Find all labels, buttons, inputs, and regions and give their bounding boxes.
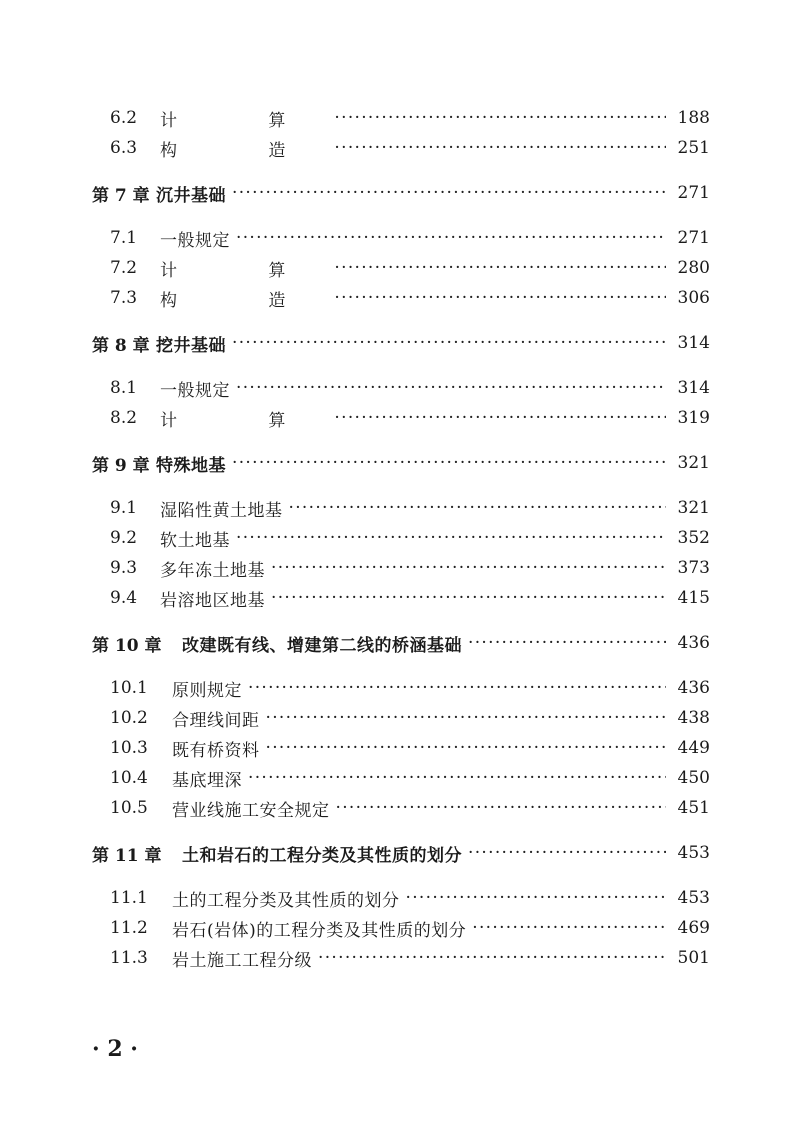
dot-leader (334, 285, 666, 311)
entry-page: 438 (677, 708, 710, 728)
dot-leader (472, 915, 666, 941)
entry-page: 319 (677, 408, 710, 428)
toc-chapter (92, 450, 710, 476)
entry-title: 软土地基 (160, 530, 230, 551)
entry-number: 10.2 (110, 708, 148, 728)
toc-entry (110, 885, 710, 911)
dot-leader (334, 135, 666, 161)
toc-entry (110, 525, 710, 551)
entry-number: 9.3 (110, 558, 138, 578)
entry-title: 一般规定 (160, 380, 230, 401)
dot-leader (289, 495, 667, 521)
chapter-title: 沉井基础 (156, 185, 226, 206)
dot-leader (232, 180, 666, 206)
entry-page: 306 (677, 288, 710, 308)
entry-number: 9.4 (110, 588, 138, 608)
chapter-number: 第 9 章 (92, 455, 150, 476)
entry-page: 450 (677, 768, 710, 788)
entry-title: 原则规定 (172, 680, 242, 701)
dot-leader (336, 795, 667, 821)
entry-page: 469 (677, 918, 710, 938)
dot-leader (271, 555, 666, 581)
entry-page: 449 (677, 738, 710, 758)
toc-chapter (92, 330, 710, 356)
entry-title: 构 造 (160, 290, 329, 311)
entry-page: 451 (677, 798, 710, 818)
toc-entry (110, 585, 710, 611)
entry-page: 352 (677, 528, 710, 548)
entry-page: 501 (677, 948, 710, 968)
entry-number: 11.3 (110, 948, 148, 968)
dot-leader (232, 330, 666, 356)
entry-title: 营业线施工安全规定 (172, 800, 330, 821)
chapter-title: 改建既有线、增建第二线的桥涵基础 (182, 635, 462, 656)
dot-leader (468, 840, 666, 866)
entry-page: 453 (677, 888, 710, 908)
entry-number: 9.2 (110, 528, 138, 548)
dot-leader (266, 735, 667, 761)
page-number: · 2 · (92, 1036, 138, 1062)
entry-number: 10.5 (110, 798, 148, 818)
entry-title: 多年冻土地基 (160, 560, 265, 581)
toc-entry (110, 255, 710, 281)
toc-entry (110, 945, 710, 971)
dot-leader (468, 630, 666, 656)
dot-leader (271, 585, 666, 611)
toc-entry (110, 765, 710, 791)
chapter-title: 挖井基础 (156, 335, 226, 356)
chapter-number: 第 11 章 (92, 845, 162, 866)
toc-entry (110, 735, 710, 761)
toc-entry (110, 675, 710, 701)
entry-title: 计 算 (160, 110, 329, 131)
toc-entry (110, 135, 710, 161)
dot-leader (318, 945, 666, 971)
chapter-number: 第 7 章 (92, 185, 150, 206)
entry-title: 计 算 (160, 410, 329, 431)
entry-title: 合理线间距 (172, 710, 260, 731)
entry-page: 415 (677, 588, 710, 608)
entry-number: 10.3 (110, 738, 148, 758)
entry-title: 构 造 (160, 140, 329, 161)
dot-leader (232, 450, 666, 476)
entry-number: 11.2 (110, 918, 148, 938)
chapter-page: 314 (677, 333, 710, 353)
entry-number: 10.1 (110, 678, 148, 698)
entry-title: 计 算 (160, 260, 329, 281)
dot-leader (236, 525, 666, 551)
entry-page: 251 (677, 138, 710, 158)
entry-page: 321 (677, 498, 710, 518)
dot-leader (334, 255, 666, 281)
dot-leader (248, 765, 666, 791)
entry-title: 土的工程分类及其性质的划分 (172, 890, 400, 911)
chapter-title: 特殊地基 (156, 455, 226, 476)
toc-entry (110, 285, 710, 311)
entry-title: 一般规定 (160, 230, 230, 251)
entry-title: 岩溶地区地基 (160, 590, 265, 611)
chapter-title: 土和岩石的工程分类及其性质的划分 (182, 845, 462, 866)
entry-page: 436 (677, 678, 710, 698)
dot-leader (236, 225, 666, 251)
entry-number: 6.2 (110, 108, 138, 128)
toc-entry (110, 375, 710, 401)
entry-number: 8.1 (110, 378, 138, 398)
chapter-number: 第 10 章 (92, 635, 162, 656)
entry-number: 7.2 (110, 258, 138, 278)
dot-leader (266, 705, 667, 731)
dot-leader (248, 675, 666, 701)
entry-title: 岩石(岩体)的工程分类及其性质的划分 (172, 920, 467, 941)
toc-entry (110, 705, 710, 731)
toc-entry (110, 915, 710, 941)
entry-page: 280 (677, 258, 710, 278)
toc-entry (110, 795, 710, 821)
toc-entry (110, 405, 710, 431)
toc-entry (110, 225, 710, 251)
toc-chapter (92, 840, 710, 866)
entry-page: 314 (677, 378, 710, 398)
entry-number: 10.4 (110, 768, 148, 788)
dot-leader (334, 105, 666, 131)
entry-title: 岩土施工工程分级 (172, 950, 312, 971)
entry-title: 湿陷性黄土地基 (160, 500, 283, 521)
entry-number: 7.1 (110, 228, 138, 248)
toc-entry (110, 105, 710, 131)
entry-number: 6.3 (110, 138, 138, 158)
entry-number: 8.2 (110, 408, 138, 428)
dot-leader (236, 375, 666, 401)
entry-page: 188 (677, 108, 710, 128)
entry-title: 基底埋深 (172, 770, 242, 791)
chapter-page: 436 (677, 633, 710, 653)
toc-entry (110, 495, 710, 521)
entry-number: 11.1 (110, 888, 148, 908)
entry-number: 7.3 (110, 288, 138, 308)
entry-title: 既有桥资料 (172, 740, 260, 761)
toc-entry (110, 555, 710, 581)
entry-page: 373 (677, 558, 710, 578)
toc-chapter (92, 630, 710, 656)
dot-leader (406, 885, 667, 911)
chapter-page: 321 (677, 453, 710, 473)
chapter-number: 第 8 章 (92, 335, 150, 356)
entry-page: 271 (677, 228, 710, 248)
chapter-page: 271 (677, 183, 710, 203)
dot-leader (334, 405, 666, 431)
entry-number: 9.1 (110, 498, 138, 518)
toc-chapter (92, 180, 710, 206)
chapter-page: 453 (677, 843, 710, 863)
